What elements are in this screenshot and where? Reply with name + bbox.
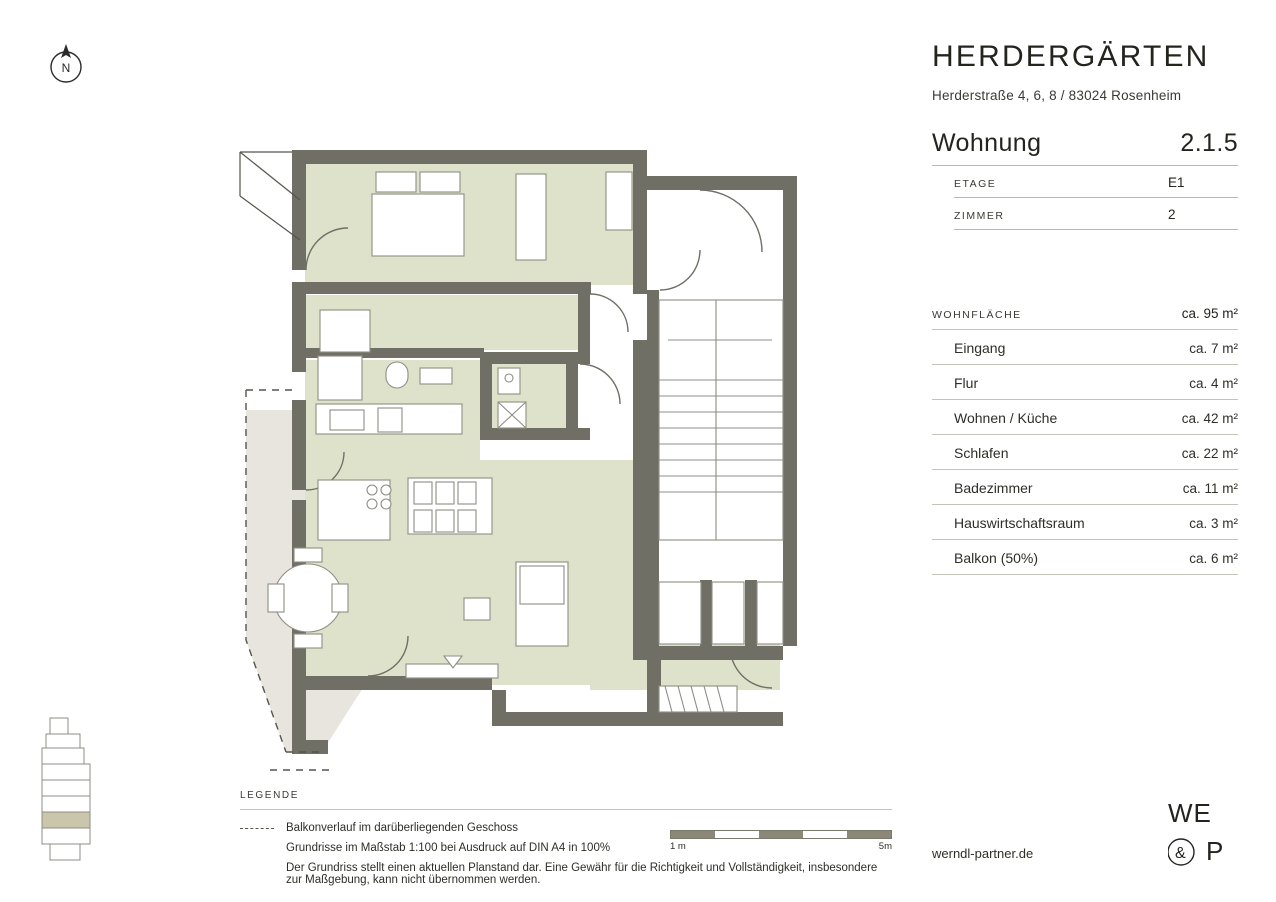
area-name: Badezimmer (954, 480, 1033, 496)
unit-number: 2.1.5 (1180, 129, 1238, 157)
scale-label-left: 1 m (670, 841, 686, 852)
scale-segment (847, 831, 891, 838)
werndl-partner-logo-icon (1168, 796, 1240, 872)
website-url[interactable]: werndl-partner.de (932, 846, 1034, 861)
upper-balcony-lines (240, 152, 300, 240)
area-value: ca. 6 m² (1189, 551, 1238, 566)
area-value: ca. 11 m² (1182, 481, 1238, 496)
scale-label-right: 5m (878, 841, 892, 852)
company-logo (1168, 796, 1240, 872)
entrance-steps (659, 686, 737, 712)
area-name: Eingang (954, 340, 1006, 356)
scale-segment (715, 831, 759, 838)
area-value: ca. 22 m² (1181, 446, 1238, 461)
area-row (932, 400, 1238, 435)
area-row (932, 435, 1238, 470)
area-row (932, 470, 1238, 505)
svg-text:P: P (1206, 836, 1224, 866)
furniture-dining (408, 478, 492, 534)
area-name-total: WOHNFLÄCHE (932, 309, 1022, 321)
project-title: HERDERGÄRTEN (932, 40, 1210, 73)
meta-key-etage: ETAGE (954, 178, 997, 190)
svg-text:&: & (1175, 845, 1186, 862)
scale-bar-labels (670, 841, 892, 852)
dashed-line-swatch (240, 828, 274, 829)
area-table (932, 296, 1238, 575)
meta-row-etage (954, 166, 1238, 198)
meta-row-zimmer (954, 198, 1238, 230)
legend-dashed-text: Balkonverlauf im darüberliegenden Geschoss (286, 822, 519, 834)
area-value: ca. 3 m² (1189, 516, 1238, 531)
svg-text:WE: WE (1168, 798, 1212, 828)
area-name: Flur (954, 375, 979, 391)
plan-geometry (240, 150, 797, 770)
area-value: ca. 4 m² (1189, 376, 1238, 391)
area-value: ca. 42 m² (1181, 411, 1238, 426)
area-row (932, 540, 1238, 575)
compass-north-label: N (61, 61, 71, 75)
meta-value-etage: E1 (1168, 175, 1185, 190)
info-panel (932, 40, 1238, 575)
meta-value-zimmer: 2 (1168, 207, 1176, 222)
scale-segment (759, 831, 803, 838)
area-value-total: ca. 95 m² (1181, 306, 1238, 321)
area-row-total (932, 296, 1238, 330)
building-locator-icon (36, 716, 98, 866)
legend-scale-text: Grundrisse im Maßstab 1:100 bei Ausdruck auf DIN A4 in 100% (286, 842, 611, 854)
area-value: ca. 7 m² (1189, 341, 1238, 356)
area-row (932, 330, 1238, 365)
meta-key-zimmer: ZIMMER (954, 210, 1005, 222)
scale-bar-segments (670, 830, 892, 839)
legend-disclaimer: Der Grundriss stellt einen aktuellen Planstand dar. Eine Gewähr für die Richtigkeit und Vollständigkeit, insbesondere zur Maßgebung, kann nicht übernommen werden. (286, 862, 878, 886)
area-row (932, 365, 1238, 400)
legend-title: LEGENDE (240, 790, 299, 801)
unit-label: Wohnung (932, 129, 1042, 157)
area-name: Hauswirtschaftsraum (954, 515, 1085, 531)
secondary-rooms (659, 582, 783, 644)
area-name: Balkon (50%) (954, 550, 1039, 566)
area-name: Wohnen / Küche (954, 410, 1058, 426)
scale-segment (671, 831, 715, 838)
area-row (932, 505, 1238, 540)
scale-bar (670, 830, 892, 852)
staircase (659, 300, 783, 540)
area-name: Schlafen (954, 445, 1009, 461)
unit-header (932, 129, 1238, 166)
project-address: Herderstraße 4, 6, 8 / 83024 Rosenheim (932, 88, 1182, 103)
scale-segment (803, 831, 847, 838)
legend-divider (240, 809, 892, 810)
